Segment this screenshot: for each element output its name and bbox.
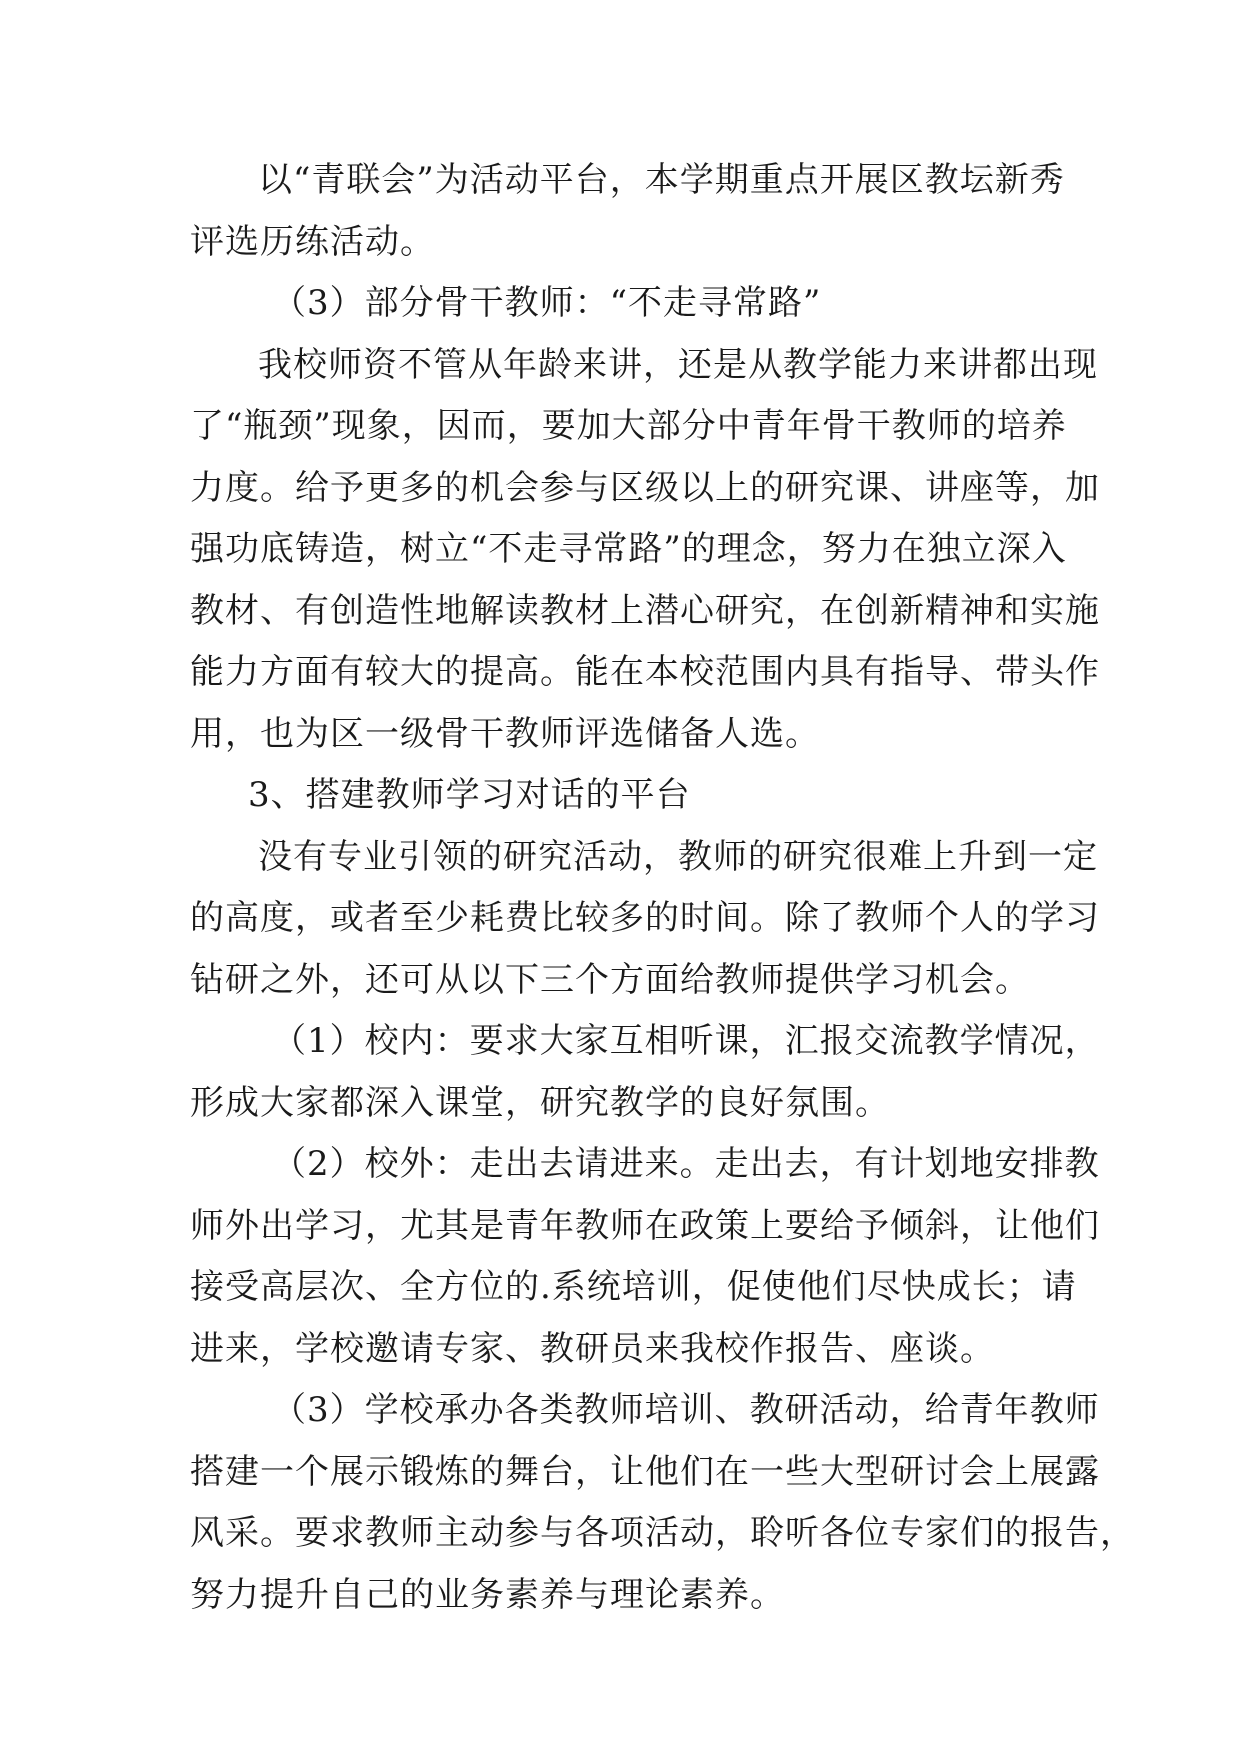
text-line: 风采。要求教师主动参与各项活动，聆听各位专家们的报告，	[190, 1513, 1135, 1553]
text-line: 教材、有创造性地解读教材上潜心研究，在创新精神和实施	[190, 590, 1100, 631]
text-line: 强功底铸造，树立“不走寻常路”的理念，努力在独立深入	[190, 529, 1067, 569]
text-line: 力度。给予更多的机会参与区级以上的研究课、讲座等，加	[190, 467, 1100, 508]
text-line: 用，也为区一级骨干教师评选储备人选。	[190, 713, 820, 754]
text-line: 我校师资不管从年龄来讲，还是从教学能力来讲都出现	[258, 344, 1098, 385]
text-line: （2）校外：走出去请进来。走出去，有计划地安排教	[272, 1144, 1100, 1184]
text-line: 能力方面有较大的提高。能在本校范围内具有指导、带头作	[190, 652, 1100, 692]
text-line: 的高度，或者至少耗费比较多的时间。除了教师个人的学习	[190, 898, 1100, 938]
text-line: 钻研之外，还可从以下三个方面给教师提供学习机会。	[190, 959, 1030, 1000]
text-line: （3）学校承办各类教师培训、教研活动，给青年教师	[272, 1390, 1100, 1430]
text-line: 了“瓶颈”现象，因而，要加大部分中青年骨干教师的培养	[190, 406, 1067, 446]
text-line: 接受高层次、全方位的.系统培训，促使他们尽快成长；请	[190, 1267, 1077, 1307]
text-line: 形成大家都深入课堂，研究教学的良好氛围。	[190, 1082, 890, 1123]
text-line: 师外出学习，尤其是青年教师在政策上要给予倾斜，让他们	[190, 1205, 1100, 1246]
text-line: 以“青联会”为活动平台，本学期重点开展区教坛新秀	[258, 160, 1065, 200]
section-heading: 3、搭建教师学习对话的平台	[248, 775, 691, 815]
text-line: 评选历练活动。	[190, 221, 435, 262]
text-line: 进来，学校邀请专家、教研员来我校作报告、座谈。	[190, 1328, 995, 1369]
subsection-heading: （3）部分骨干教师：“不走寻常路”	[272, 283, 822, 323]
text-line: 搭建一个展示锻炼的舞台，让他们在一些大型研讨会上展露	[190, 1451, 1100, 1492]
text-line: 努力提升自己的业务素养与理论素养。	[190, 1574, 785, 1615]
text-line: 没有专业引领的研究活动，教师的研究很难上升到一定	[258, 836, 1098, 877]
document-body	[190, 150, 1135, 1626]
text-line: （1）校内：要求大家互相听课，汇报交流教学情况，	[272, 1021, 1100, 1061]
